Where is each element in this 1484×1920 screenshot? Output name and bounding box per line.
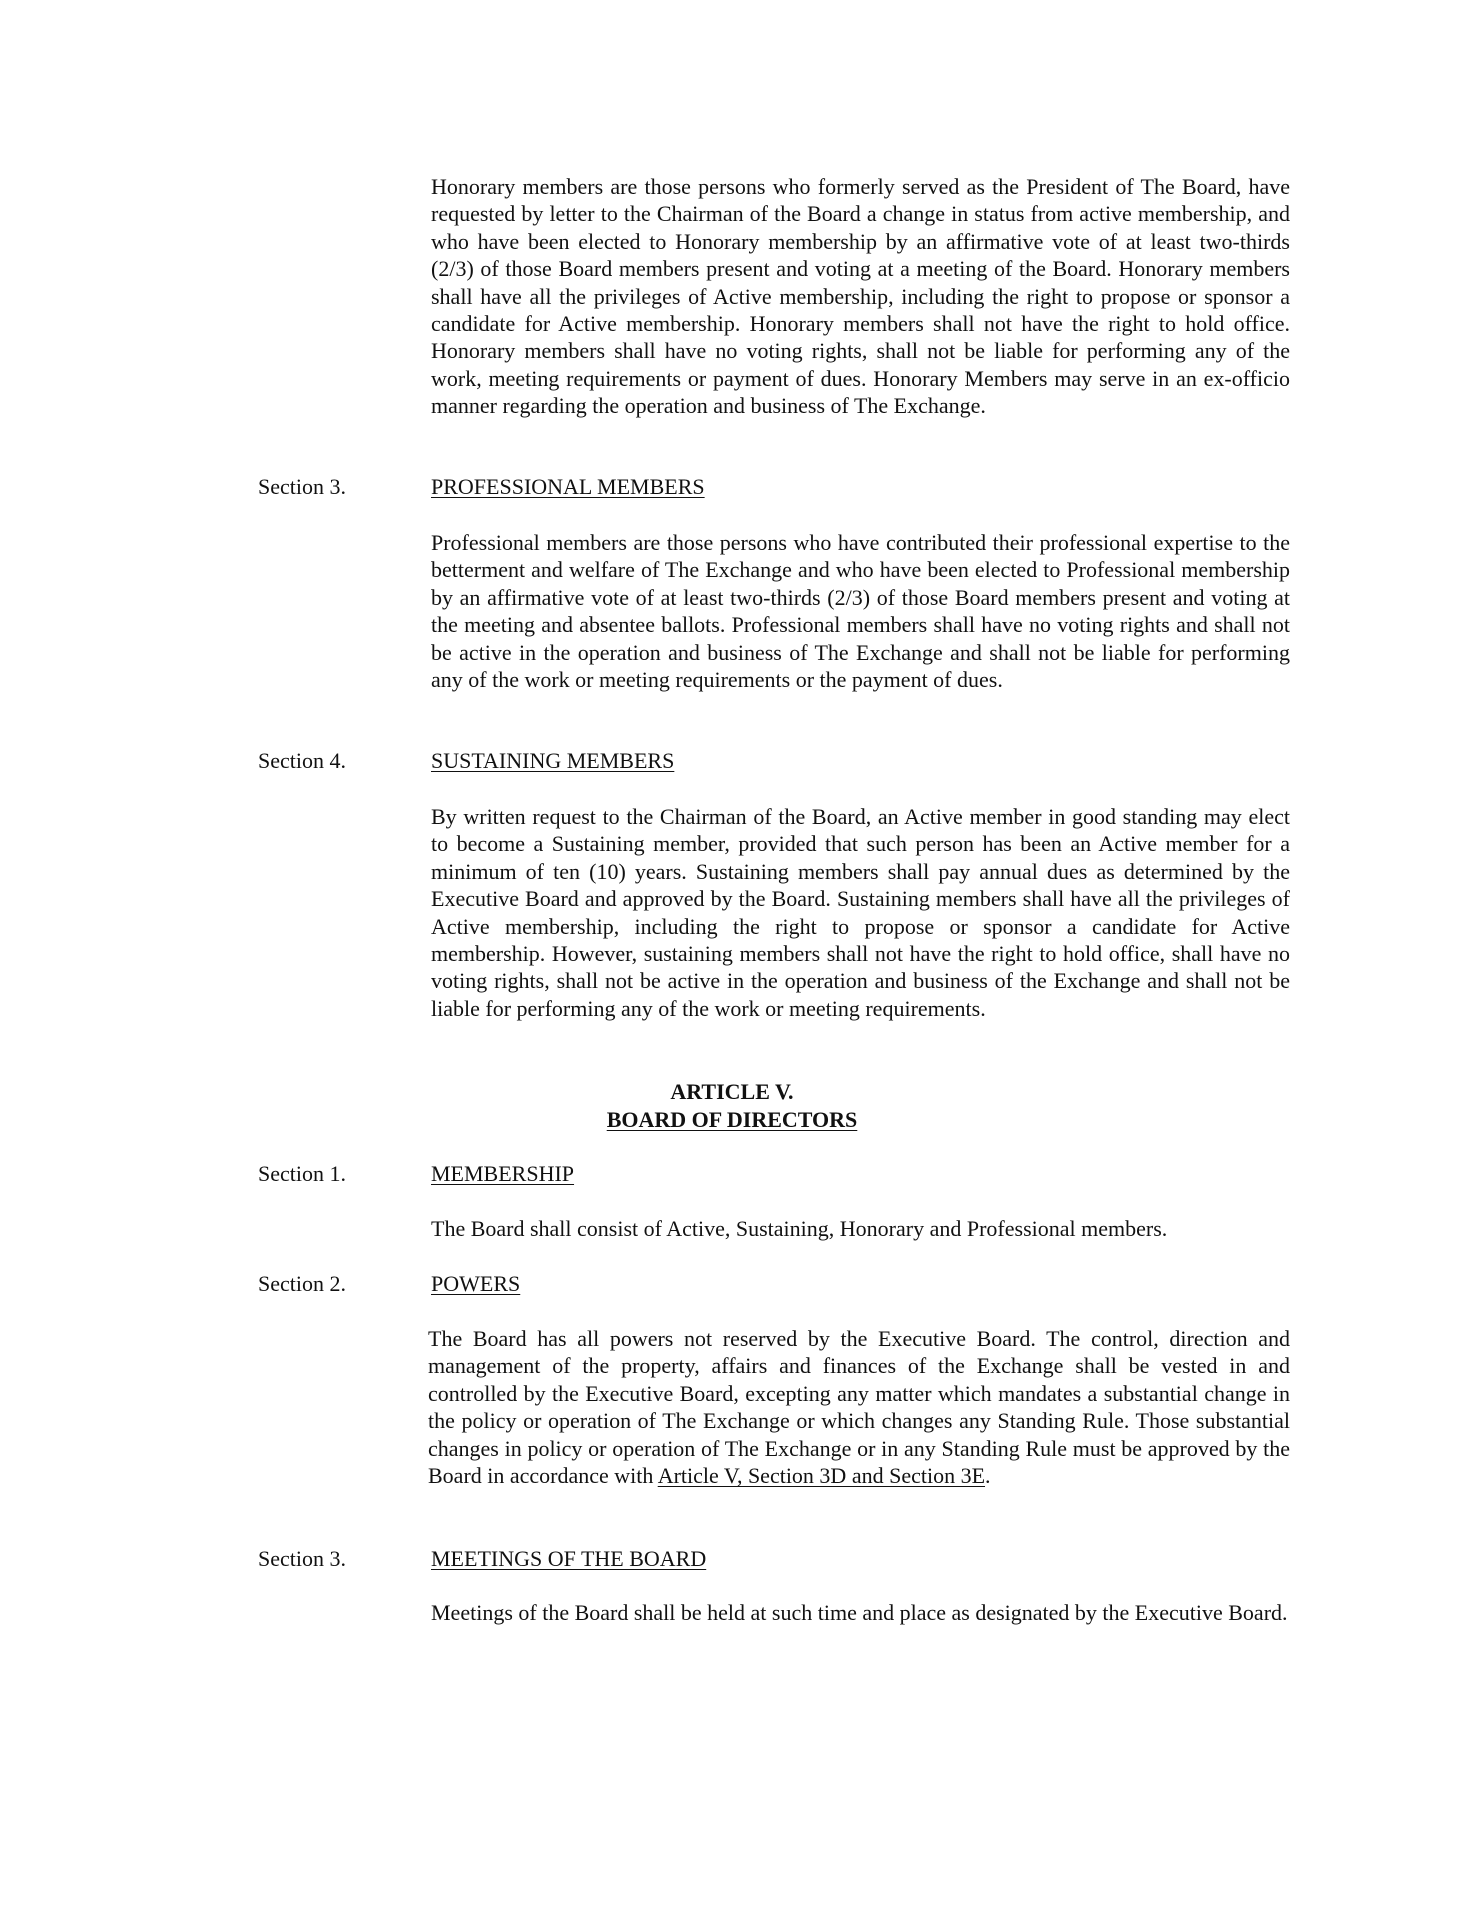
- section-label: Section 2.: [258, 1271, 346, 1296]
- section-title: MEETINGS OF THE BOARD: [431, 1546, 707, 1571]
- powers-text: The Board has all powers not reserved by the Executive Board. The control, direction and management of the property, affairs and finances of the Exchange shall be vested in and controlled by the Executive Board, excepting any matter which mandates a substantial change in the policy or operation of The Exchange or which changes any Standing Rule. Those substantial changes in policy or operation of The Exchange or in any Standing Rule must be approved by the Board in accordance with: [428, 1326, 1290, 1489]
- section-title: SUSTAINING MEMBERS: [431, 748, 675, 773]
- article-subheading: [0, 1106, 1464, 1133]
- membership-paragraph: The Board shall consist of Active, Sustaining, Honorary and Professional members.: [431, 1216, 1168, 1241]
- section-label: Section 3.: [258, 1546, 346, 1571]
- section-label: Section 4.: [258, 748, 346, 773]
- powers-paragraph: [428, 1325, 1290, 1489]
- section-title: PROFESSIONAL MEMBERS: [431, 474, 705, 499]
- section-label: Section 1.: [258, 1161, 346, 1186]
- article-title: BOARD OF DIRECTORS: [606, 1107, 858, 1132]
- powers-text-end: .: [985, 1463, 991, 1489]
- article-heading: ARTICLE V.: [670, 1079, 794, 1104]
- article-reference-link: Article V, Section 3D and Section 3E: [657, 1463, 986, 1489]
- section-title: POWERS: [431, 1271, 521, 1296]
- section-title: MEMBERSHIP: [431, 1161, 575, 1186]
- meetings-paragraph: Meetings of the Board shall be held at such time and place as designated by the Executive Board.: [431, 1600, 1288, 1625]
- honorary-members-paragraph: Honorary members are those persons who formerly served as the President of The Board, have requested by letter to the Chairman of the Board a change in status from active membership, and who have been elected to Honorary membership by an affirmative vote of at least two-thirds (2/3) of those Board members present and voting at a meeting of the Board. Honorary members shall have all the privileges of Active membership, including the right to propose or sponsor a candidate for Active membership. Honorary members shall not have the right to hold office. Honorary members shall have no voting rights, shall not be liable for performing any of the work, meeting requirements or payment of dues. Honorary Members may serve in an ex-officio manner regarding the operation and business of The Exchange.: [431, 174, 1290, 419]
- section-label: Section 3.: [258, 474, 346, 499]
- sustaining-members-paragraph: By written request to the Chairman of the Board, an Active member in good standing may elect to become a Sustaining member, provided that such person has been an Active member for a minimum of ten (10) years. Sustaining members shall pay annual dues as determined by the Executive Board and approved by the Board. Sustaining members shall have all the privileges of Active membership, including the right to propose or sponsor a candidate for Active membership. However, sustaining members shall not have the right to hold office, shall have no voting rights, shall not be active in the operation and business of the Exchange and shall not be liable for performing any of the work or meeting requirements.: [431, 804, 1290, 1021]
- professional-members-paragraph: Professional members are those persons who have contributed their professional expertise to the betterment and welfare of The Exchange and who have been elected to Professional membership by an affirmative vote of at least two-thirds (2/3) of those Board members present and voting at the meeting and absentee ballots. Professional members shall have no voting rights and shall not be active in the operation and business of The Exchange and shall not be liable for performing any of the work or meeting requirements or the payment of dues.: [431, 530, 1290, 693]
